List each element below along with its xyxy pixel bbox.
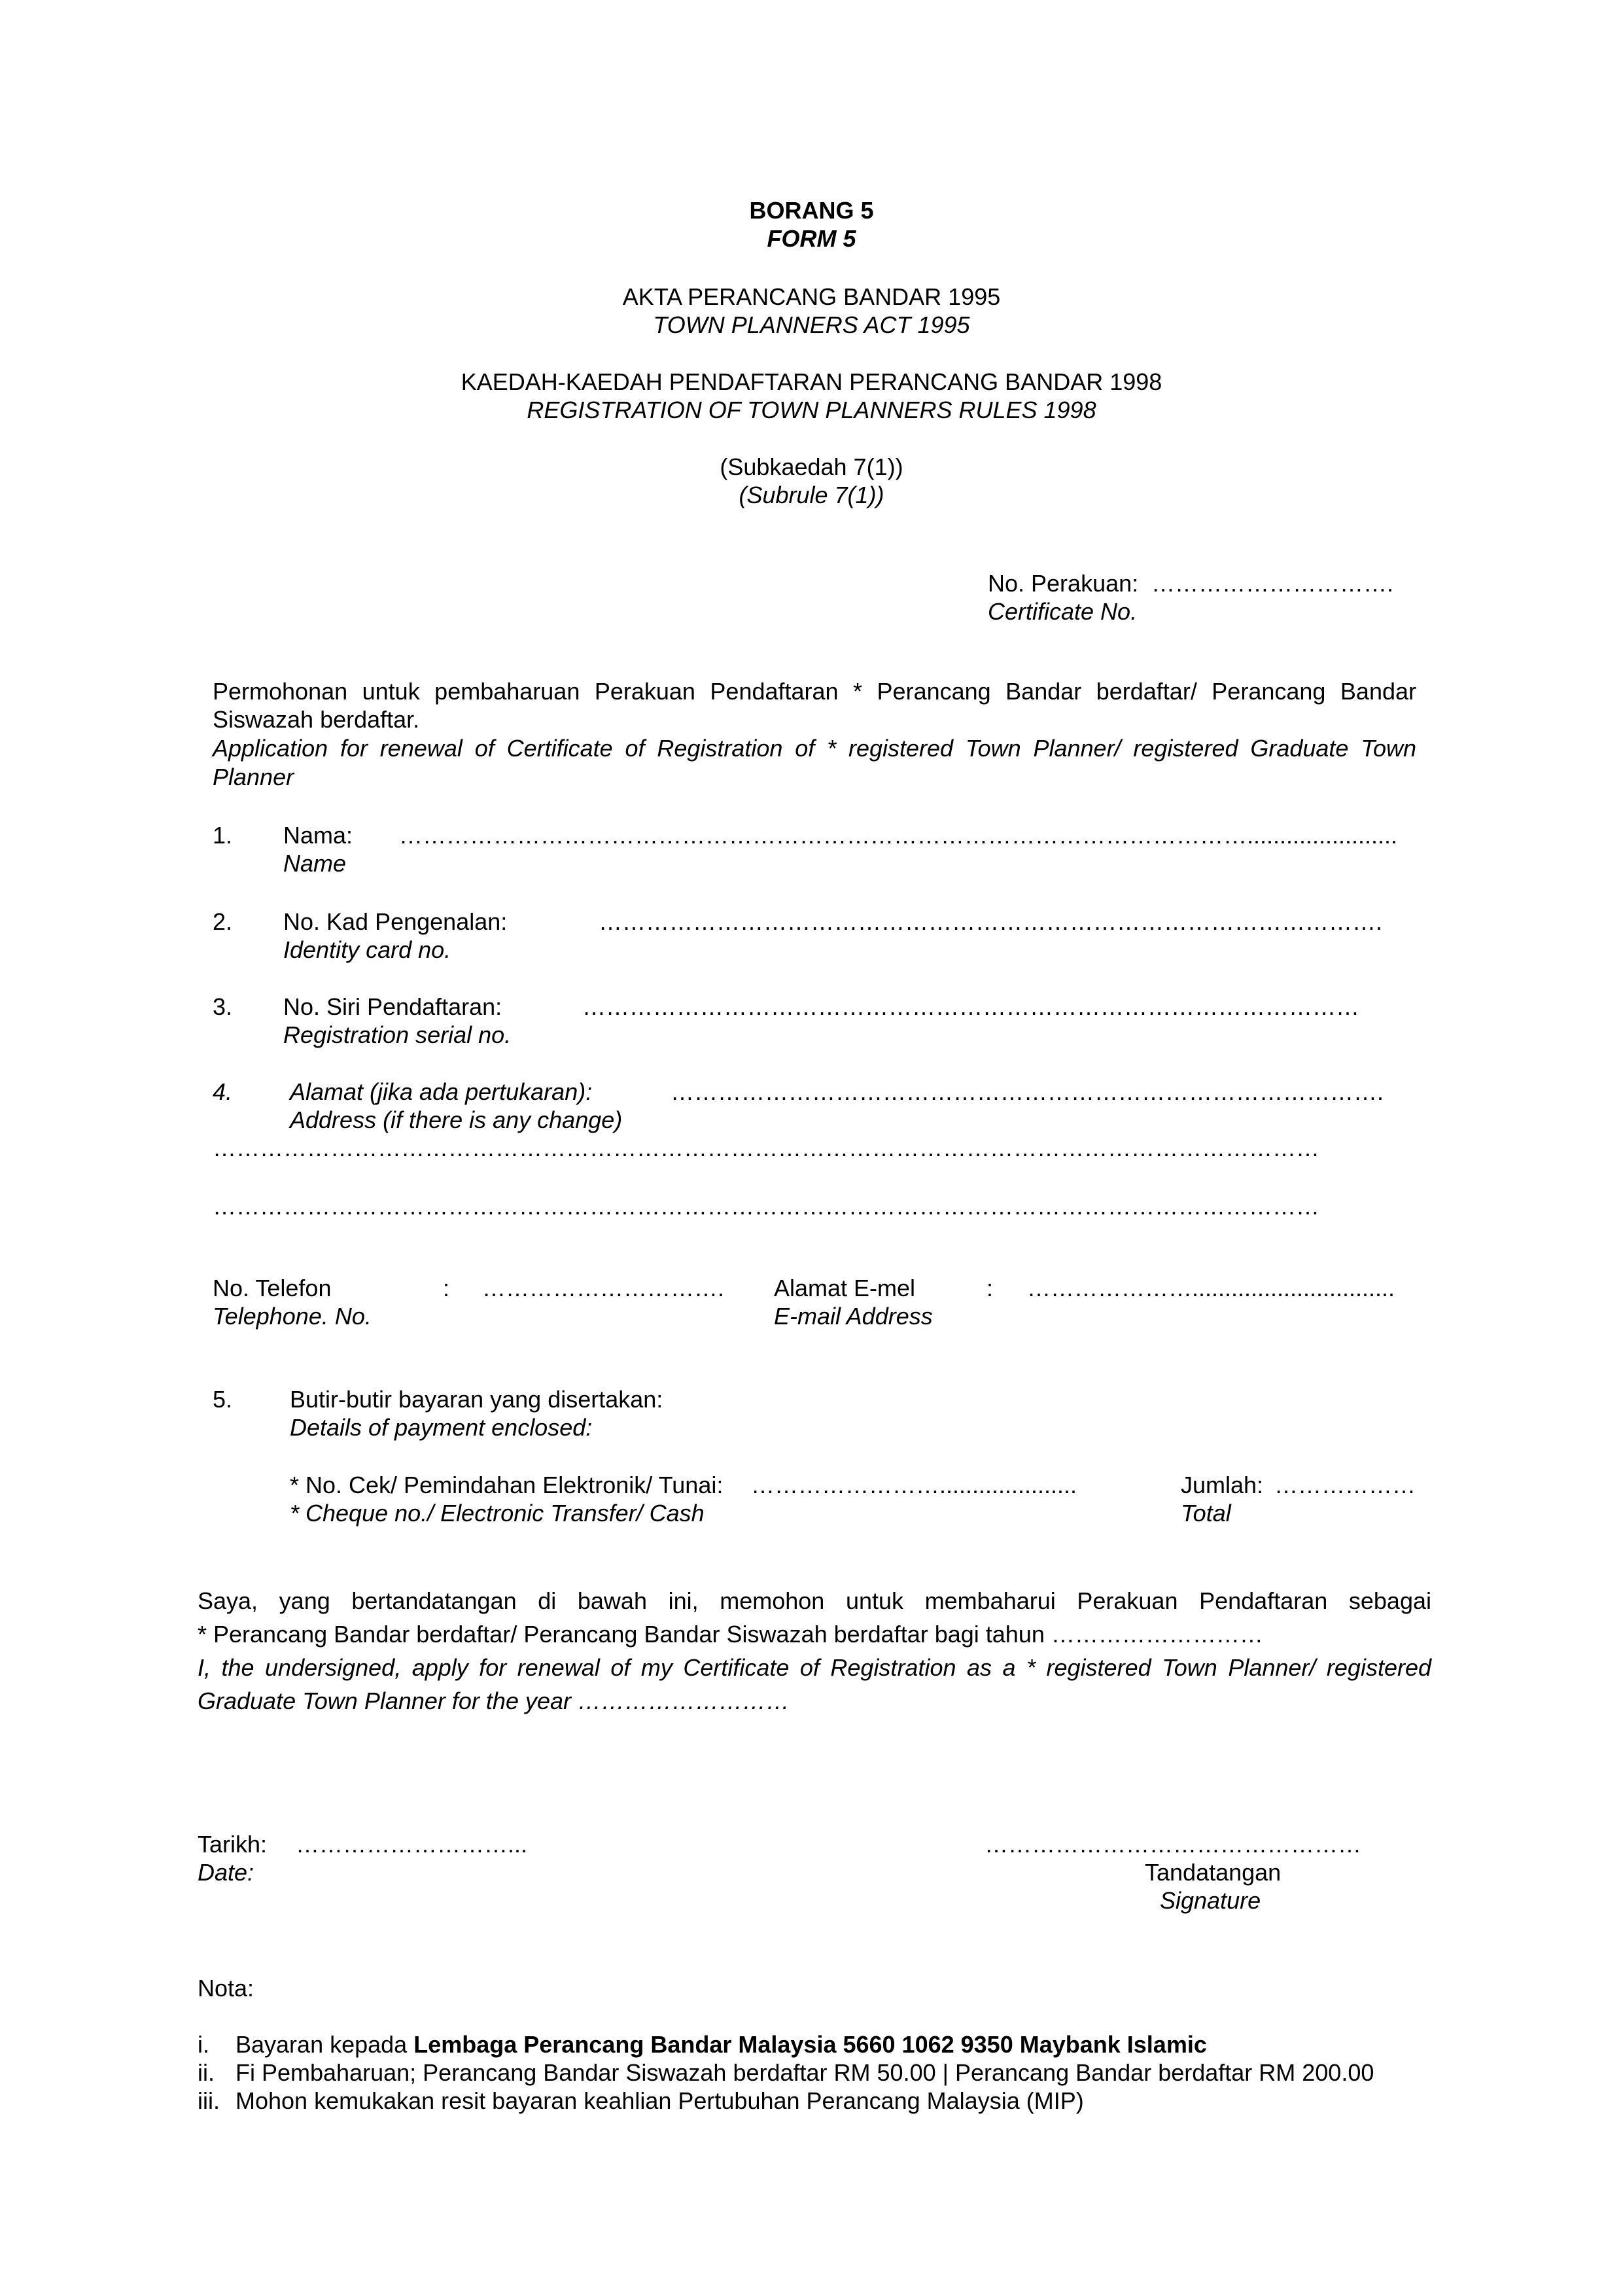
certificate-no-label-en: Certificate No. — [988, 598, 1138, 625]
total-label-en: Total — [1181, 1500, 1231, 1527]
date-label-en: Date: — [198, 1859, 254, 1886]
declaration-line-1-en: I, the undersigned, apply for renewal of my Certificate of Registration as a * registered Town Planner/ registered — [198, 1654, 1431, 1681]
application-line-1: Permohonan untuk pembaharuan Perakuan Pendaftaran * Perancang Bandar berdaftar/ Perancang Bandar — [213, 678, 1416, 705]
registration-serial-field[interactable]: ……………………………………………………………………………………… — [582, 993, 1359, 1020]
phone-field[interactable]: …………………………. — [482, 1275, 725, 1301]
declaration-line-1: Saya, yang bertandatangan di bawah ini, memohon untuk membaharui Perakuan Pendaftaran sebagai — [198, 1587, 1431, 1614]
payment-method-label-en: * Cheque no./ Electronic Transfer/ Cash — [290, 1500, 705, 1527]
total-label: Jumlah: — [1181, 1472, 1264, 1498]
declaration-line-2-en: Graduate Town Planner for the year ……………………… — [198, 1687, 790, 1714]
form-title: BORANG 5 — [749, 197, 874, 224]
application-line-2-en: Planner — [213, 764, 294, 790]
payment-title-en: Details of payment enclosed: — [290, 1414, 593, 1441]
rules-title-en: REGISTRATION OF TOWN PLANNERS RULES 1998 — [527, 397, 1096, 423]
note-3-number: iii. — [198, 2087, 220, 2114]
phone-label: No. Telefon — [213, 1275, 332, 1301]
note-1-number: i. — [198, 2031, 209, 2058]
address-label-en: Address (if there is any change) — [290, 1106, 623, 1133]
phone-colon: : — [443, 1275, 450, 1301]
certificate-no-field[interactable]: …………………………. — [1151, 570, 1394, 597]
payment-method-field[interactable]: ……………………..................... — [751, 1472, 1077, 1498]
note-2-number: ii. — [198, 2059, 215, 2086]
rules-title: KAEDAH-KAEDAH PENDAFTARAN PERANCANG BANDAR 1998 — [461, 368, 1162, 395]
name-field[interactable]: ………………………………………………………………………………………………....................... — [399, 822, 1398, 849]
certificate-no-label: No. Perakuan: — [988, 570, 1139, 597]
note-1-bank-details: Lembaga Perancang Bandar Malaysia 5660 1062 9350 Maybank Islamic — [413, 2031, 1207, 2058]
phone-label-en: Telephone. No. — [213, 1303, 372, 1330]
field-1-number: 1. — [213, 822, 233, 849]
note-1 — [236, 2030, 1207, 2058]
name-label: Nama: — [283, 822, 353, 849]
act-title-en: TOWN PLANNERS ACT 1995 — [653, 311, 970, 338]
subrule: (Subkaedah 7(1)) — [720, 453, 903, 480]
note-3-text: Mohon kemukakan resit bayaran keahlian Pertubuhan Perancang Malaysia (MIP) — [236, 2087, 1084, 2114]
registration-serial-label-en: Registration serial no. — [283, 1021, 512, 1048]
signature-field[interactable]: ………………………………………… — [985, 1831, 1361, 1858]
field-3-number: 3. — [213, 993, 233, 1020]
address-field[interactable]: ………………………………………………………………………………. — [671, 1078, 1384, 1105]
address-line-2[interactable]: …………………………………………………………………………………………………………………………… — [213, 1193, 1319, 1220]
name-label-en: Name — [283, 850, 347, 877]
identity-card-field[interactable]: ………………………………………………………………………………………. — [599, 908, 1383, 935]
field-5-number: 5. — [213, 1386, 233, 1413]
email-field[interactable]: …………………............................... — [1027, 1275, 1395, 1301]
total-field[interactable]: ……………… — [1274, 1472, 1416, 1498]
identity-card-label: No. Kad Pengenalan: — [283, 908, 508, 935]
payment-method-label: * No. Cek/ Pemindahan Elektronik/ Tunai: — [290, 1472, 724, 1498]
registration-serial-label: No. Siri Pendaftaran: — [283, 993, 502, 1020]
signature-label: Tandatangan — [1145, 1859, 1282, 1886]
field-2-number: 2. — [213, 908, 233, 935]
address-line-1[interactable]: …………………………………………………………………………………………………………………………… — [213, 1135, 1319, 1161]
email-label: Alamat E-mel — [774, 1275, 916, 1301]
application-line-1-en: Application for renewal of Certificate of Registration of * registered Town Planner/ registered Graduate Town — [213, 735, 1416, 762]
address-label: Alamat (jika ada pertukaran): — [290, 1078, 593, 1105]
date-field[interactable]: ………………………... — [296, 1831, 528, 1858]
date-label: Tarikh: — [198, 1831, 268, 1858]
signature-label-en: Signature — [1160, 1887, 1261, 1914]
act-title: AKTA PERANCANG BANDAR 1995 — [622, 283, 1001, 310]
field-4-number: 4. — [213, 1078, 233, 1105]
payment-title: Butir-butir bayaran yang disertakan: — [290, 1386, 663, 1413]
application-line-2: Siswazah berdaftar. — [213, 706, 420, 733]
email-colon: : — [986, 1275, 994, 1301]
email-label-en: E-mail Address — [774, 1303, 933, 1330]
form-title-en: FORM 5 — [767, 225, 856, 252]
notes-title: Nota: — [198, 1975, 254, 2002]
note-1-text: Bayaran kepada — [236, 2031, 414, 2058]
declaration-line-2: * Perancang Bandar berdaftar/ Perancang Bandar Siswazah berdaftar bagi tahun ……………………… — [198, 1621, 1263, 1648]
note-2-text: Fi Pembaharuan; Perancang Bandar Siswazah berdaftar RM 50.00 | Perancang Bandar berdaftar RM 200.00 — [236, 2059, 1374, 2086]
identity-card-label-en: Identity card no. — [283, 936, 451, 963]
subrule-en: (Subrule 7(1)) — [739, 482, 884, 508]
